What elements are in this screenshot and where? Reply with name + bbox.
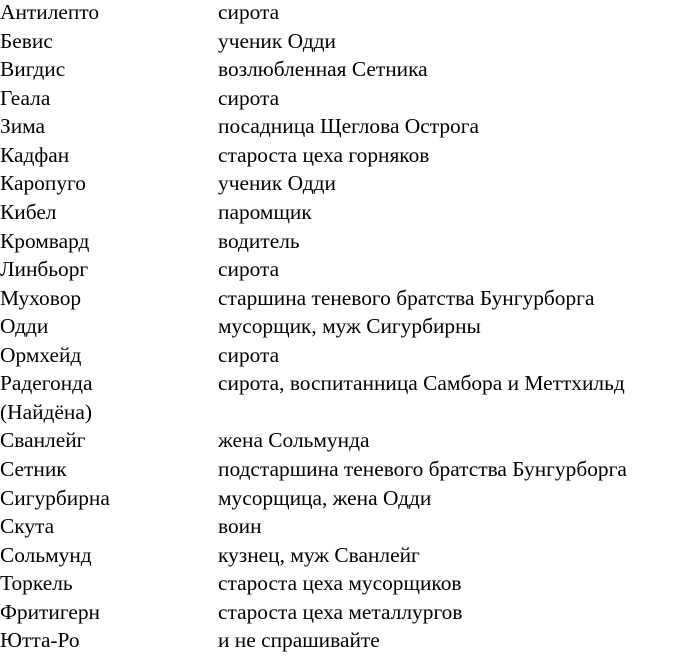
character-name: Скута — [0, 514, 55, 539]
character-name: Фритигерн — [0, 599, 100, 624]
character-row — [0, 541, 700, 570]
character-description: и не спрашивайте — [218, 628, 380, 653]
character-row — [0, 369, 700, 426]
character-description: староста цеха горняков — [218, 142, 430, 167]
character-row — [0, 284, 700, 313]
character-row — [0, 455, 700, 484]
character-row — [0, 227, 700, 256]
character-name: Сванлейг — [0, 428, 86, 453]
character-name: Кадфан — [0, 142, 70, 167]
character-row — [0, 626, 700, 655]
character-row — [0, 341, 700, 370]
character-row — [0, 512, 700, 541]
character-name: Ормхейд — [0, 342, 82, 367]
character-description: водитель — [218, 228, 300, 253]
character-name: Муховор — [0, 285, 82, 310]
character-name: Торкель — [0, 571, 73, 596]
character-description: староста цеха металлургов — [218, 599, 463, 624]
character-description: жена Сольмунда — [218, 428, 370, 453]
character-description: подстаршина теневого братства Бунгурборга — [218, 457, 627, 481]
character-description: сирота — [218, 257, 280, 282]
character-row — [0, 112, 700, 141]
character-name: Бевис — [0, 28, 53, 53]
character-description: возлюбленная Сетника — [218, 57, 428, 82]
character-row — [0, 84, 700, 113]
character-row — [0, 141, 700, 170]
character-description: кузнец, муж Сванлейг — [218, 542, 420, 567]
character-description: сирота — [218, 0, 280, 24]
character-row — [0, 255, 700, 284]
character-row — [0, 198, 700, 227]
character-description: ученик Одди — [218, 28, 336, 53]
character-row — [0, 55, 700, 84]
character-name: Кибел — [0, 199, 57, 224]
character-row — [0, 426, 700, 455]
character-row — [0, 169, 700, 198]
character-description: староста цеха мусорщиков — [218, 571, 462, 596]
character-description: сирота — [218, 342, 280, 367]
character-name: Ютта-Ро — [0, 628, 80, 653]
character-description: ученик Одди — [218, 171, 336, 196]
character-row — [0, 484, 700, 513]
character-name: Геала — [0, 85, 51, 110]
character-name: Одди — [0, 314, 49, 339]
character-row — [0, 0, 700, 27]
character-description: посадница Щеглова Острога — [218, 114, 479, 139]
character-row — [0, 569, 700, 598]
character-name: Каропуго — [0, 171, 86, 196]
character-name: Кромвард — [0, 228, 90, 253]
character-name: Линбьорг — [0, 257, 89, 282]
character-name: Сетник — [0, 457, 67, 481]
character-description: воин — [218, 514, 262, 539]
character-description: мусорщик, муж Сигурбирны — [218, 314, 481, 339]
character-row — [0, 27, 700, 56]
character-row — [0, 312, 700, 341]
character-description: сирота, воспитанница Самбора и Меттхильд — [218, 371, 625, 396]
character-description: паромщик — [218, 199, 312, 224]
character-name: Антилепто — [0, 0, 100, 24]
character-description: старшина теневого братства Бунгурборга — [218, 285, 595, 310]
character-name: Сольмунд — [0, 542, 92, 567]
character-description: мусорщица, жена Одди — [218, 485, 432, 510]
character-name: Вигдис — [0, 57, 66, 82]
character-name: Зима — [0, 114, 46, 139]
character-name: Сигурбирна — [0, 485, 110, 510]
character-name: Радегонда (Найдёна) — [0, 371, 93, 424]
character-description: сирота — [218, 85, 280, 110]
character-row — [0, 598, 700, 627]
